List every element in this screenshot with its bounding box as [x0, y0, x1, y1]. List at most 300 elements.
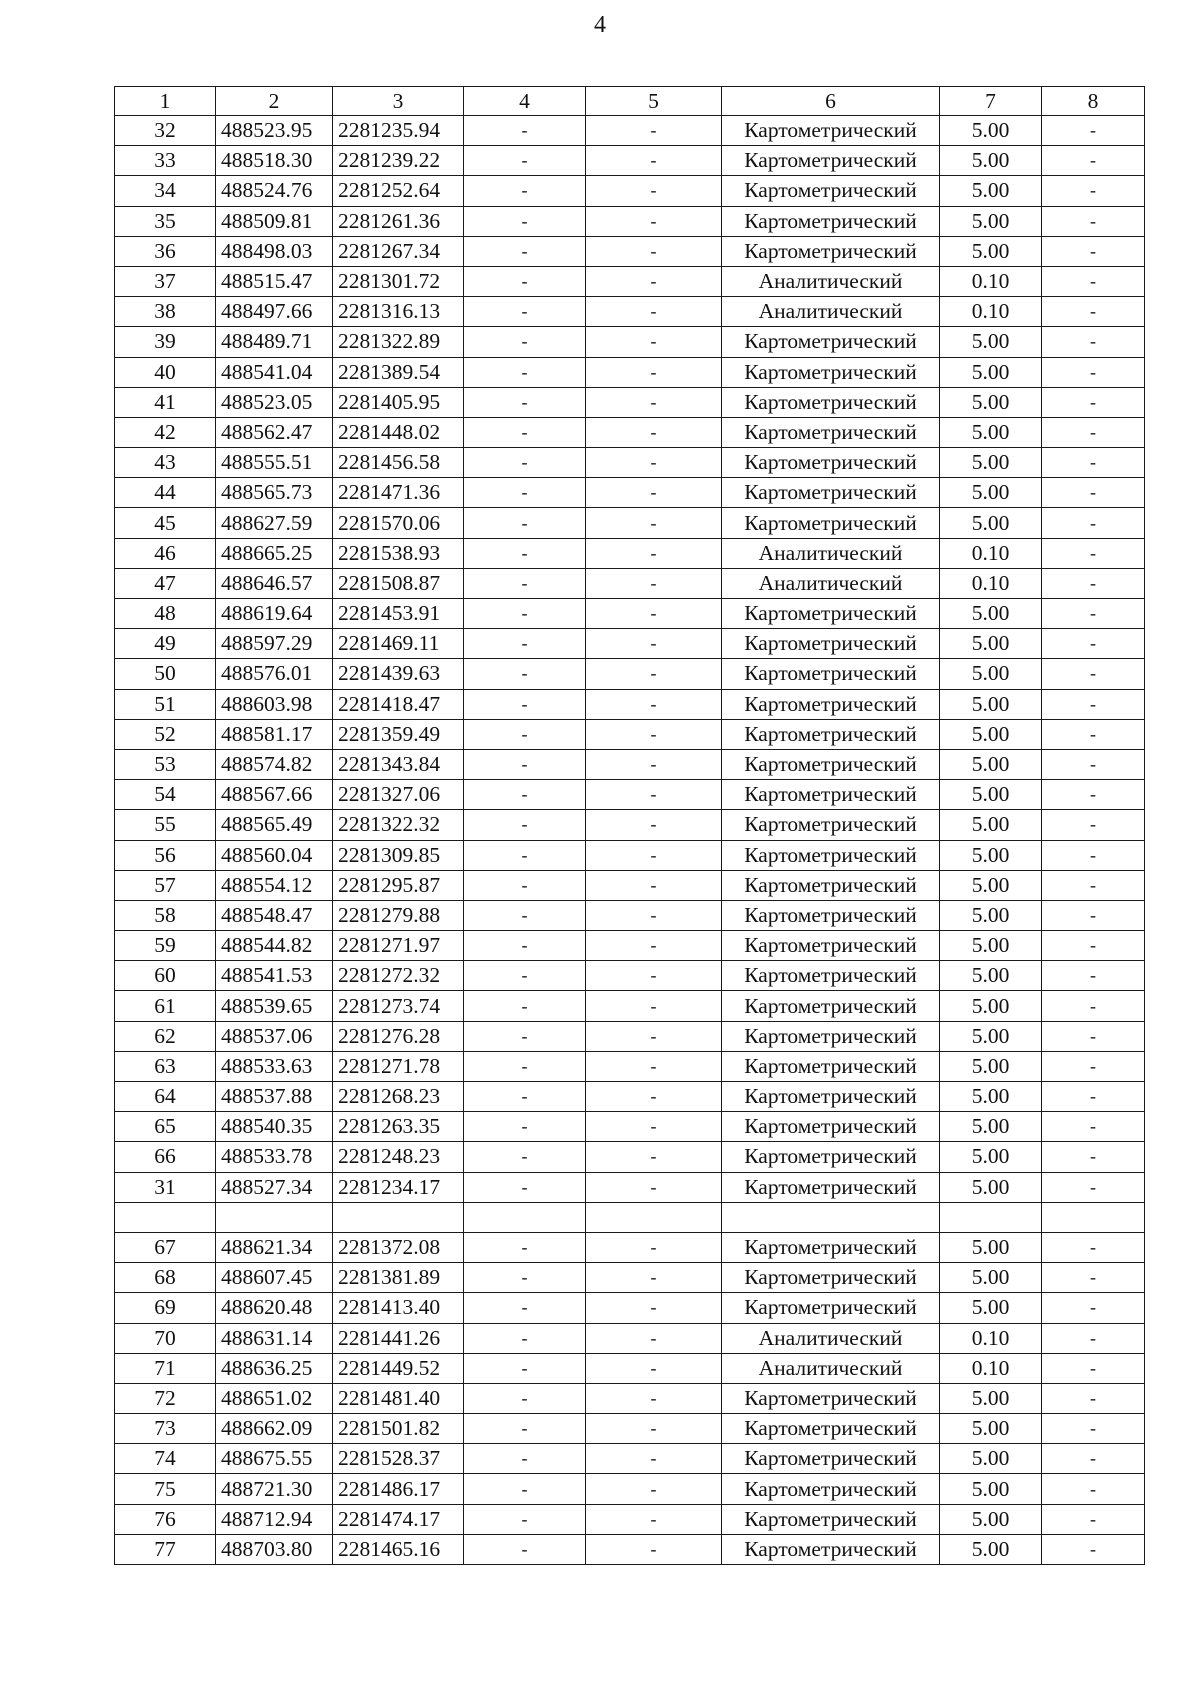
y-coordinate-cell: 2281389.54	[333, 357, 464, 387]
accuracy-cell: 5.00	[940, 1504, 1042, 1534]
table-row	[115, 749, 1145, 779]
accuracy-cell: 5.00	[940, 116, 1042, 146]
method-cell: Картометрический	[722, 599, 940, 629]
column-8-cell: -	[1042, 840, 1145, 870]
table-row	[115, 1263, 1145, 1293]
point-number-cell: 65	[115, 1112, 216, 1142]
y-coordinate-cell: 2281252.64	[333, 176, 464, 206]
accuracy-cell: 5.00	[940, 1444, 1042, 1474]
x-coordinate-cell: 488567.66	[216, 780, 333, 810]
y-coordinate-cell: 2281538.93	[333, 538, 464, 568]
accuracy-cell: 5.00	[940, 1414, 1042, 1444]
method-cell: Картометрический	[722, 780, 940, 810]
point-number-cell: 42	[115, 417, 216, 447]
column-5-cell: -	[586, 1172, 722, 1202]
accuracy-cell: 5.00	[940, 1051, 1042, 1081]
method-cell: Картометрический	[722, 749, 940, 779]
column-4-cell: -	[464, 1474, 586, 1504]
accuracy-cell: 5.00	[940, 1112, 1042, 1142]
x-coordinate-cell: 488620.48	[216, 1293, 333, 1323]
column-8-cell: -	[1042, 1323, 1145, 1353]
y-coordinate-cell: 2281276.28	[333, 1021, 464, 1051]
column-8-cell: -	[1042, 327, 1145, 357]
table-row	[115, 146, 1145, 176]
method-cell: Картометрический	[722, 719, 940, 749]
method-cell: Картометрический	[722, 870, 940, 900]
table-row	[115, 266, 1145, 296]
column-4-cell: -	[464, 689, 586, 719]
point-number-cell: 75	[115, 1474, 216, 1504]
column-5-cell: -	[586, 749, 722, 779]
column-5-cell: -	[586, 417, 722, 447]
point-number-cell: 38	[115, 297, 216, 327]
method-cell: Картометрический	[722, 116, 940, 146]
x-coordinate-cell: 488509.81	[216, 206, 333, 236]
y-coordinate-cell: 2281235.94	[333, 116, 464, 146]
x-coordinate-cell: 488581.17	[216, 719, 333, 749]
y-coordinate-cell: 2281271.97	[333, 931, 464, 961]
column-5-cell: -	[586, 508, 722, 538]
column-4-cell: -	[464, 508, 586, 538]
column-5-cell: -	[586, 991, 722, 1021]
x-coordinate-cell: 488523.05	[216, 387, 333, 417]
method-cell: Картометрический	[722, 1112, 940, 1142]
method-cell: Картометрический	[722, 1051, 940, 1081]
accuracy-cell: 0.10	[940, 266, 1042, 296]
point-number-cell: 50	[115, 659, 216, 689]
column-4-cell: -	[464, 629, 586, 659]
x-coordinate-cell: 488627.59	[216, 508, 333, 538]
table-row	[115, 1082, 1145, 1112]
column-4-cell: -	[464, 146, 586, 176]
column-4-cell: -	[464, 870, 586, 900]
point-number-cell: 60	[115, 961, 216, 991]
column-header: 1	[115, 87, 216, 116]
y-coordinate-cell: 2281261.36	[333, 206, 464, 236]
table-row	[115, 689, 1145, 719]
accuracy-cell: 0.10	[940, 1353, 1042, 1383]
column-5-cell: -	[586, 1021, 722, 1051]
column-8-cell: -	[1042, 1414, 1145, 1444]
column-8-cell: -	[1042, 1021, 1145, 1051]
y-coordinate-cell: 2281448.02	[333, 417, 464, 447]
method-cell: Картометрический	[722, 629, 940, 659]
column-8-cell: -	[1042, 1142, 1145, 1172]
point-number-cell: 70	[115, 1323, 216, 1353]
table-row	[115, 931, 1145, 961]
column-5-cell: -	[586, 568, 722, 598]
column-8-cell: -	[1042, 297, 1145, 327]
point-number-cell: 58	[115, 900, 216, 930]
accuracy-cell: 0.10	[940, 1323, 1042, 1353]
column-5-cell: -	[586, 1444, 722, 1474]
y-coordinate-cell: 2281248.23	[333, 1142, 464, 1172]
column-header: 7	[940, 87, 1042, 116]
column-8-cell: -	[1042, 417, 1145, 447]
table-row	[115, 236, 1145, 266]
column-5-cell: -	[586, 1353, 722, 1383]
y-coordinate-cell: 2281453.91	[333, 599, 464, 629]
accuracy-cell: 5.00	[940, 1021, 1042, 1051]
table-row	[115, 1323, 1145, 1353]
column-5-cell: -	[586, 689, 722, 719]
accuracy-cell: 5.00	[940, 176, 1042, 206]
y-coordinate-cell: 2281501.82	[333, 1414, 464, 1444]
accuracy-cell	[940, 1202, 1042, 1232]
x-coordinate-cell: 488541.53	[216, 961, 333, 991]
table-row	[115, 176, 1145, 206]
accuracy-cell: 0.10	[940, 297, 1042, 327]
y-coordinate-cell: 2281273.74	[333, 991, 464, 1021]
column-4-cell: -	[464, 1414, 586, 1444]
column-5-cell: -	[586, 1534, 722, 1564]
column-4-cell: -	[464, 719, 586, 749]
accuracy-cell: 5.00	[940, 1263, 1042, 1293]
table-row	[115, 780, 1145, 810]
column-5-cell: -	[586, 900, 722, 930]
table-row	[115, 840, 1145, 870]
accuracy-cell: 5.00	[940, 478, 1042, 508]
point-number-cell: 51	[115, 689, 216, 719]
point-number-cell: 35	[115, 206, 216, 236]
table-row	[115, 1202, 1145, 1232]
table-row	[115, 1534, 1145, 1564]
column-5-cell: -	[586, 146, 722, 176]
column-5-cell: -	[586, 629, 722, 659]
accuracy-cell: 5.00	[940, 417, 1042, 447]
table-row	[115, 387, 1145, 417]
x-coordinate-cell: 488554.12	[216, 870, 333, 900]
column-8-cell: -	[1042, 1263, 1145, 1293]
column-8-cell: -	[1042, 1232, 1145, 1262]
method-cell: Картометрический	[722, 1504, 940, 1534]
column-5-cell: -	[586, 387, 722, 417]
column-4-cell: -	[464, 357, 586, 387]
y-coordinate-cell: 2281449.52	[333, 1353, 464, 1383]
point-number-cell: 66	[115, 1142, 216, 1172]
method-cell: Аналитический	[722, 297, 940, 327]
column-4-cell: -	[464, 297, 586, 327]
column-5-cell: -	[586, 1414, 722, 1444]
table-row	[115, 991, 1145, 1021]
point-number-cell: 44	[115, 478, 216, 508]
column-8-cell: -	[1042, 508, 1145, 538]
point-number-cell: 52	[115, 719, 216, 749]
column-8-cell: -	[1042, 1353, 1145, 1383]
column-4-cell	[464, 1202, 586, 1232]
point-number-cell: 54	[115, 780, 216, 810]
table-body	[115, 116, 1145, 1565]
column-8-cell	[1042, 1202, 1145, 1232]
column-8-cell: -	[1042, 749, 1145, 779]
y-coordinate-cell: 2281469.11	[333, 629, 464, 659]
x-coordinate-cell: 488537.88	[216, 1082, 333, 1112]
method-cell: Картометрический	[722, 146, 940, 176]
accuracy-cell: 5.00	[940, 357, 1042, 387]
column-4-cell: -	[464, 1051, 586, 1081]
table-header-row	[115, 87, 1145, 116]
y-coordinate-cell: 2281295.87	[333, 870, 464, 900]
y-coordinate-cell: 2281343.84	[333, 749, 464, 779]
point-number-cell: 74	[115, 1444, 216, 1474]
column-5-cell: -	[586, 297, 722, 327]
x-coordinate-cell: 488565.73	[216, 478, 333, 508]
x-coordinate-cell: 488515.47	[216, 266, 333, 296]
y-coordinate-cell: 2281271.78	[333, 1051, 464, 1081]
point-number-cell: 67	[115, 1232, 216, 1262]
column-8-cell: -	[1042, 599, 1145, 629]
method-cell: Картометрический	[722, 1534, 940, 1564]
method-cell: Картометрический	[722, 206, 940, 236]
column-8-cell: -	[1042, 1112, 1145, 1142]
column-4-cell: -	[464, 1082, 586, 1112]
column-4-cell: -	[464, 961, 586, 991]
x-coordinate-cell: 488489.71	[216, 327, 333, 357]
x-coordinate-cell: 488675.55	[216, 1444, 333, 1474]
x-coordinate-cell: 488597.29	[216, 629, 333, 659]
accuracy-cell: 5.00	[940, 448, 1042, 478]
accuracy-cell: 5.00	[940, 749, 1042, 779]
y-coordinate-cell: 2281471.36	[333, 478, 464, 508]
method-cell: Картометрический	[722, 387, 940, 417]
table-row	[115, 1383, 1145, 1413]
table-row	[115, 719, 1145, 749]
column-8-cell: -	[1042, 1474, 1145, 1504]
column-8-cell: -	[1042, 1082, 1145, 1112]
column-header: 3	[333, 87, 464, 116]
point-number-cell: 64	[115, 1082, 216, 1112]
point-number-cell: 57	[115, 870, 216, 900]
table-row	[115, 568, 1145, 598]
column-8-cell: -	[1042, 206, 1145, 236]
table-row	[115, 538, 1145, 568]
accuracy-cell: 5.00	[940, 508, 1042, 538]
column-5-cell: -	[586, 659, 722, 689]
table-row	[115, 1021, 1145, 1051]
column-8-cell: -	[1042, 1172, 1145, 1202]
column-5-cell: -	[586, 538, 722, 568]
column-5-cell: -	[586, 1293, 722, 1323]
accuracy-cell: 5.00	[940, 146, 1042, 176]
column-8-cell: -	[1042, 1534, 1145, 1564]
accuracy-cell: 5.00	[940, 1534, 1042, 1564]
table-row	[115, 900, 1145, 930]
table-row	[115, 1142, 1145, 1172]
accuracy-cell: 5.00	[940, 1293, 1042, 1323]
method-cell: Картометрический	[722, 1142, 940, 1172]
accuracy-cell: 5.00	[940, 599, 1042, 629]
method-cell: Картометрический	[722, 840, 940, 870]
accuracy-cell: 5.00	[940, 1082, 1042, 1112]
column-4-cell: -	[464, 236, 586, 266]
column-5-cell: -	[586, 176, 722, 206]
column-4-cell: -	[464, 1021, 586, 1051]
y-coordinate-cell: 2281309.85	[333, 840, 464, 870]
x-coordinate-cell: 488544.82	[216, 931, 333, 961]
column-8-cell: -	[1042, 810, 1145, 840]
x-coordinate-cell: 488665.25	[216, 538, 333, 568]
method-cell: Картометрический	[722, 991, 940, 1021]
column-8-cell: -	[1042, 448, 1145, 478]
y-coordinate-cell: 2281239.22	[333, 146, 464, 176]
method-cell: Картометрический	[722, 689, 940, 719]
table-row	[115, 629, 1145, 659]
point-number-cell: 69	[115, 1293, 216, 1323]
x-coordinate-cell: 488539.65	[216, 991, 333, 1021]
accuracy-cell: 5.00	[940, 961, 1042, 991]
accuracy-cell: 5.00	[940, 327, 1042, 357]
table-row	[115, 1232, 1145, 1262]
column-5-cell: -	[586, 1383, 722, 1413]
y-coordinate-cell: 2281465.16	[333, 1534, 464, 1564]
method-cell: Картометрический	[722, 1474, 940, 1504]
column-8-cell: -	[1042, 1504, 1145, 1534]
column-8-cell: -	[1042, 659, 1145, 689]
x-coordinate-cell: 488565.49	[216, 810, 333, 840]
accuracy-cell: 5.00	[940, 629, 1042, 659]
accuracy-cell: 5.00	[940, 659, 1042, 689]
method-cell	[722, 1202, 940, 1232]
point-number-cell: 62	[115, 1021, 216, 1051]
column-4-cell: -	[464, 659, 586, 689]
y-coordinate-cell	[333, 1202, 464, 1232]
method-cell: Аналитический	[722, 1353, 940, 1383]
table-row	[115, 327, 1145, 357]
column-8-cell: -	[1042, 538, 1145, 568]
coordinates-table	[114, 86, 1145, 1565]
y-coordinate-cell: 2281570.06	[333, 508, 464, 538]
method-cell: Аналитический	[722, 538, 940, 568]
point-number-cell: 33	[115, 146, 216, 176]
x-coordinate-cell: 488576.01	[216, 659, 333, 689]
table-row	[115, 1293, 1145, 1323]
column-4-cell: -	[464, 1444, 586, 1474]
accuracy-cell: 5.00	[940, 689, 1042, 719]
point-number-cell: 48	[115, 599, 216, 629]
y-coordinate-cell: 2281441.26	[333, 1323, 464, 1353]
column-5-cell: -	[586, 116, 722, 146]
accuracy-cell: 5.00	[940, 236, 1042, 266]
table-row	[115, 448, 1145, 478]
column-4-cell: -	[464, 1504, 586, 1534]
y-coordinate-cell: 2281279.88	[333, 900, 464, 930]
accuracy-cell: 5.00	[940, 1232, 1042, 1262]
y-coordinate-cell: 2281316.13	[333, 297, 464, 327]
y-coordinate-cell: 2281322.89	[333, 327, 464, 357]
column-5-cell: -	[586, 327, 722, 357]
point-number-cell: 72	[115, 1383, 216, 1413]
point-number-cell: 34	[115, 176, 216, 206]
table-row	[115, 1444, 1145, 1474]
column-4-cell: -	[464, 840, 586, 870]
point-number-cell: 46	[115, 538, 216, 568]
column-4-cell: -	[464, 417, 586, 447]
column-8-cell: -	[1042, 961, 1145, 991]
table-row	[115, 206, 1145, 236]
column-5-cell: -	[586, 1504, 722, 1534]
point-number-cell: 68	[115, 1263, 216, 1293]
method-cell: Картометрический	[722, 1444, 940, 1474]
method-cell: Картометрический	[722, 961, 940, 991]
method-cell: Картометрический	[722, 1021, 940, 1051]
column-4-cell: -	[464, 1323, 586, 1353]
x-coordinate-cell: 488574.82	[216, 749, 333, 779]
column-4-cell: -	[464, 538, 586, 568]
point-number-cell	[115, 1202, 216, 1232]
x-coordinate-cell: 488646.57	[216, 568, 333, 598]
x-coordinate-cell: 488631.14	[216, 1323, 333, 1353]
y-coordinate-cell: 2281359.49	[333, 719, 464, 749]
accuracy-cell: 5.00	[940, 840, 1042, 870]
method-cell: Картометрический	[722, 931, 940, 961]
y-coordinate-cell: 2281418.47	[333, 689, 464, 719]
table-row	[115, 1474, 1145, 1504]
accuracy-cell: 0.10	[940, 538, 1042, 568]
x-coordinate-cell: 488562.47	[216, 417, 333, 447]
point-number-cell: 31	[115, 1172, 216, 1202]
accuracy-cell: 5.00	[940, 206, 1042, 236]
column-5-cell: -	[586, 780, 722, 810]
method-cell: Картометрический	[722, 417, 940, 447]
x-coordinate-cell: 488607.45	[216, 1263, 333, 1293]
x-coordinate-cell: 488523.95	[216, 116, 333, 146]
column-8-cell: -	[1042, 991, 1145, 1021]
point-number-cell: 53	[115, 749, 216, 779]
column-5-cell: -	[586, 1082, 722, 1112]
column-5-cell: -	[586, 719, 722, 749]
column-5-cell: -	[586, 1232, 722, 1262]
column-4-cell: -	[464, 1353, 586, 1383]
column-4-cell: -	[464, 810, 586, 840]
page-number: 4	[594, 12, 606, 38]
table-row	[115, 1051, 1145, 1081]
point-number-cell: 49	[115, 629, 216, 659]
table-row	[115, 1414, 1145, 1444]
column-8-cell: -	[1042, 1051, 1145, 1081]
y-coordinate-cell: 2281372.08	[333, 1232, 464, 1262]
method-cell: Картометрический	[722, 1232, 940, 1262]
point-number-cell: 73	[115, 1414, 216, 1444]
method-cell: Картометрический	[722, 900, 940, 930]
y-coordinate-cell: 2281381.89	[333, 1263, 464, 1293]
y-coordinate-cell: 2281263.35	[333, 1112, 464, 1142]
table-row	[115, 508, 1145, 538]
x-coordinate-cell: 488721.30	[216, 1474, 333, 1504]
x-coordinate-cell: 488497.66	[216, 297, 333, 327]
point-number-cell: 40	[115, 357, 216, 387]
accuracy-cell: 5.00	[940, 900, 1042, 930]
x-coordinate-cell: 488548.47	[216, 900, 333, 930]
table-row	[115, 357, 1145, 387]
method-cell: Картометрический	[722, 508, 940, 538]
column-5-cell: -	[586, 1142, 722, 1172]
y-coordinate-cell: 2281486.17	[333, 1474, 464, 1504]
point-number-cell: 43	[115, 448, 216, 478]
column-8-cell: -	[1042, 1383, 1145, 1413]
column-5-cell: -	[586, 599, 722, 629]
y-coordinate-cell: 2281528.37	[333, 1444, 464, 1474]
column-5-cell: -	[586, 236, 722, 266]
table-row	[115, 417, 1145, 447]
x-coordinate-cell: 488712.94	[216, 1504, 333, 1534]
accuracy-cell: 5.00	[940, 1474, 1042, 1504]
column-4-cell: -	[464, 900, 586, 930]
column-5-cell: -	[586, 1263, 722, 1293]
column-4-cell: -	[464, 116, 586, 146]
column-4-cell: -	[464, 780, 586, 810]
x-coordinate-cell: 488540.35	[216, 1112, 333, 1142]
point-number-cell: 71	[115, 1353, 216, 1383]
